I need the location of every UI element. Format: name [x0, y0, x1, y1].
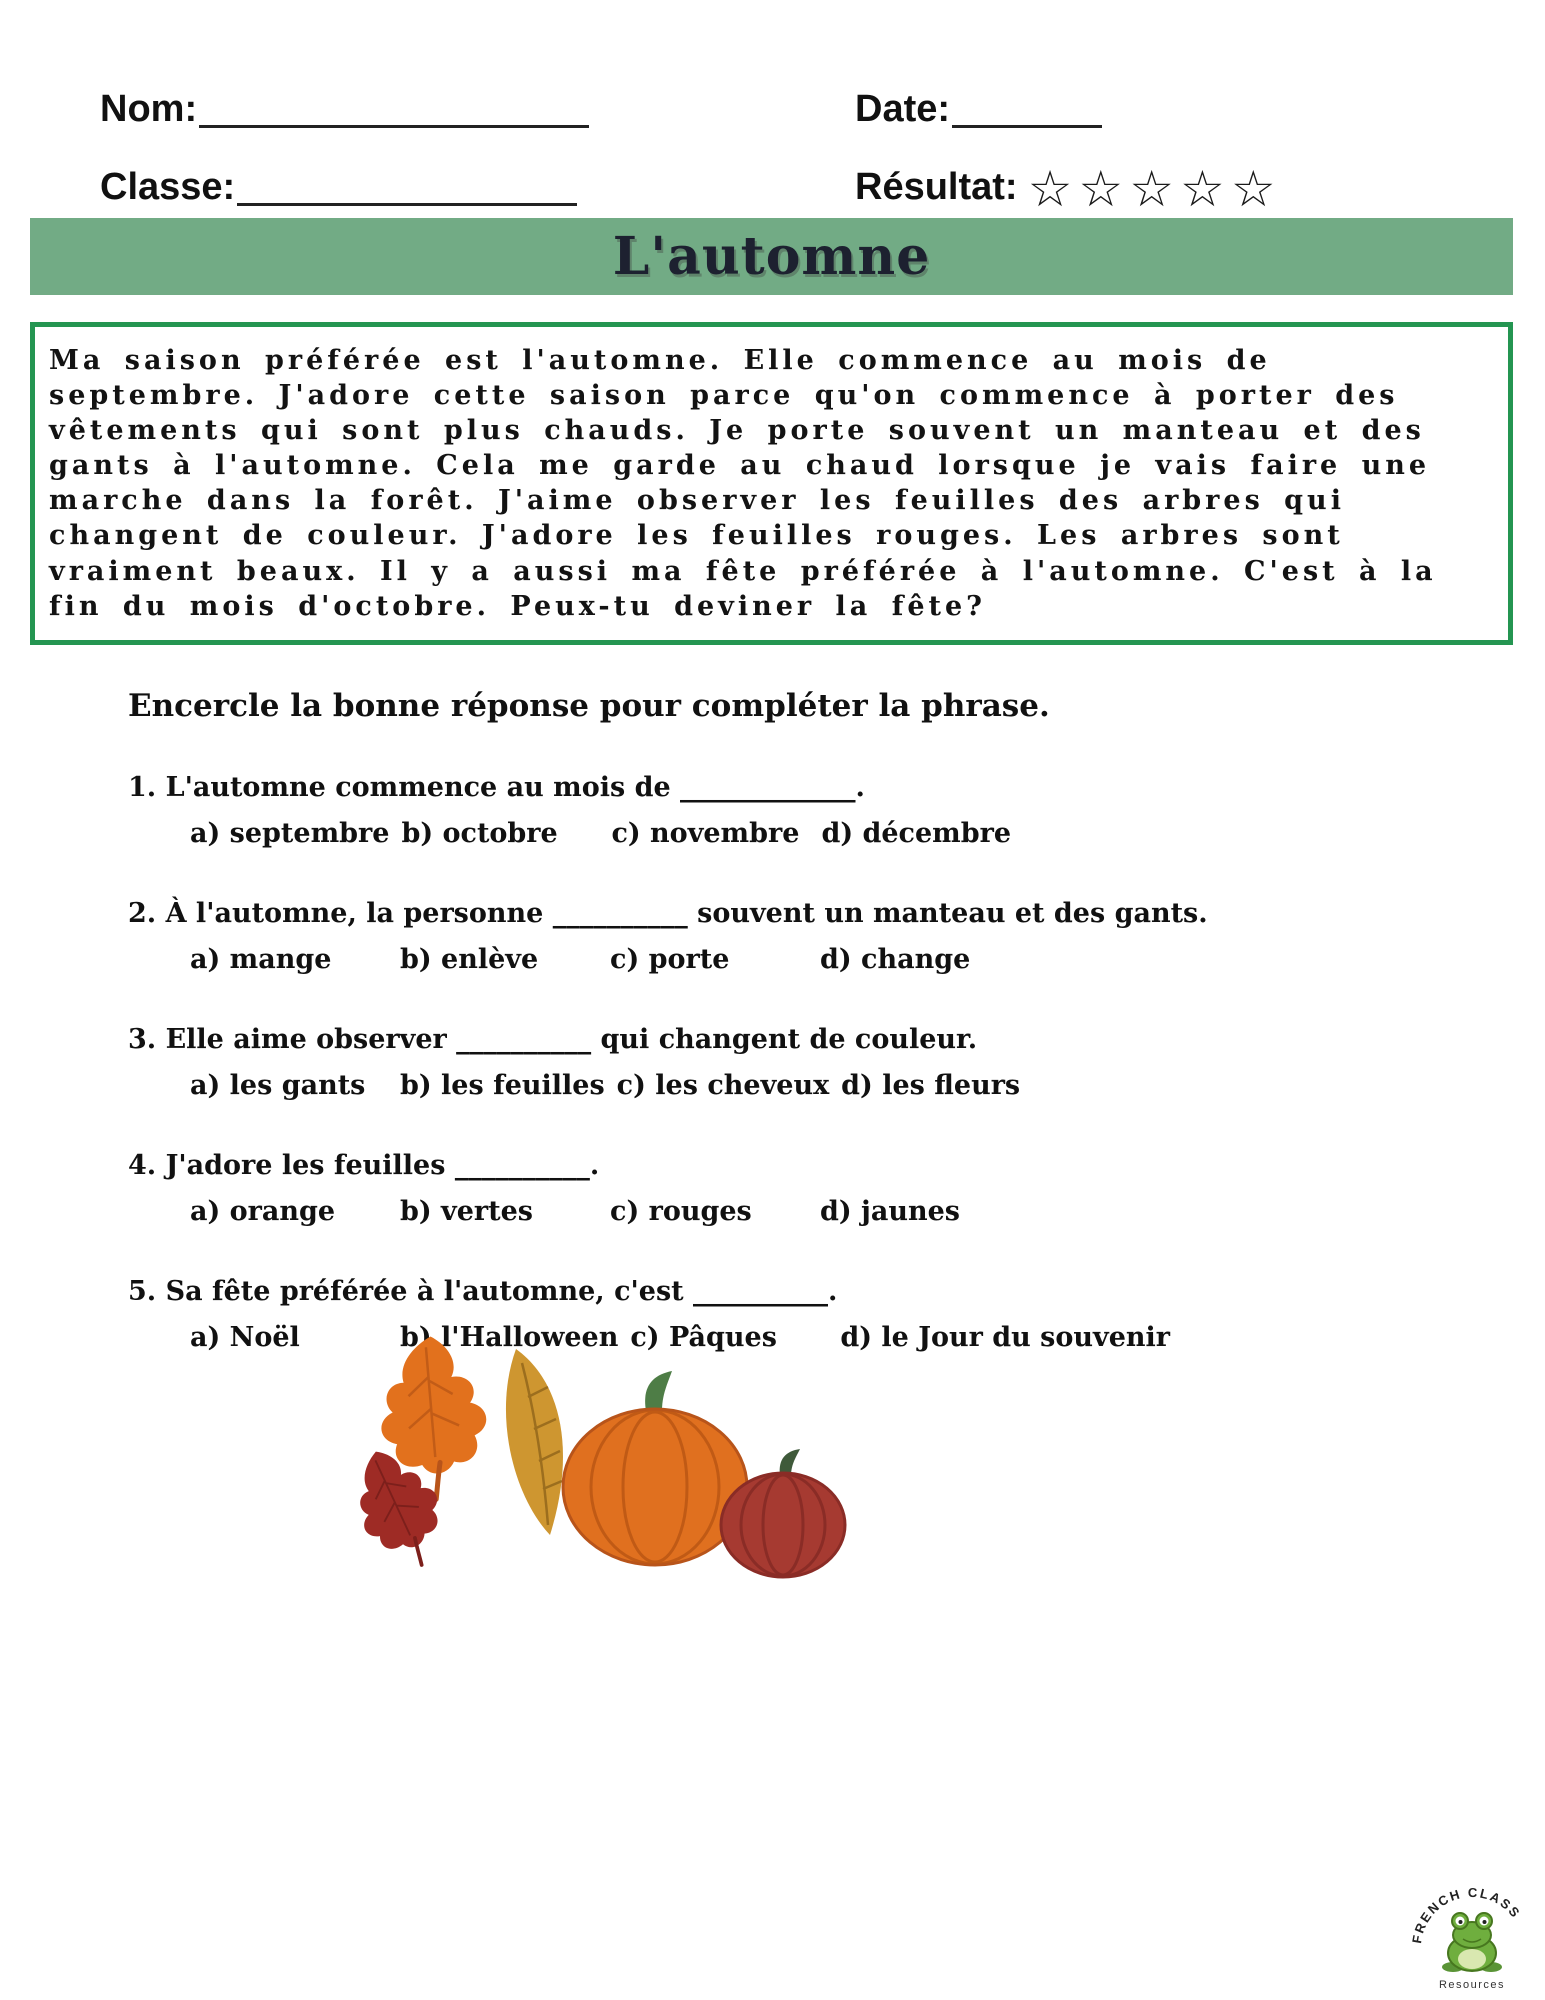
option-a: a) orange: [190, 1196, 336, 1227]
option-d: d) le Jour du souvenir: [840, 1322, 1170, 1353]
class-field-line: [237, 161, 577, 206]
leaf-gold-icon: [506, 1349, 563, 1535]
question-text: 5. Sa fête préférée à l'automne, c'est __________.: [128, 1276, 838, 1307]
option-b: b) les feuilles: [400, 1070, 605, 1101]
option-b: b) vertes: [400, 1196, 533, 1227]
autumn-illustration: [340, 1335, 860, 1585]
option-a: a) Noël: [190, 1322, 300, 1353]
option-d: d) les fleurs: [841, 1070, 1021, 1101]
title-banner: [30, 218, 1513, 295]
question-text: 3. Elle aime observer __________ qui changent de couleur.: [128, 1024, 978, 1055]
class-field-label: Classe:: [100, 166, 236, 208]
question-block-1: [128, 772, 1505, 849]
option-c: c) novembre: [611, 818, 800, 849]
name-field-label: Nom:: [100, 88, 198, 130]
question-block-2: [128, 898, 1505, 975]
frog-icon: [1442, 1913, 1502, 1972]
brand-logo: [1406, 1860, 1538, 1994]
pumpkin-large-icon: [563, 1371, 747, 1565]
option-d: d) décembre: [821, 818, 1012, 849]
option-d: d) change: [820, 944, 971, 975]
question-text: 4. J'adore les feuilles __________.: [128, 1150, 600, 1181]
logo-arc-text: FRENCH CLASS: [1409, 1884, 1524, 1945]
question-text: 1. L'automne commence au mois de _____________.: [128, 772, 865, 803]
question-block-3: [128, 1024, 1505, 1101]
reading-passage-box: [30, 322, 1513, 645]
instructions-heading: Encercle la bonne réponse pour compléter la phrase.: [128, 688, 1050, 724]
options-row: [128, 944, 1505, 975]
header-right: [855, 78, 1282, 234]
options-row: [128, 1196, 1505, 1227]
logo-subtext: Resources: [1438, 1979, 1506, 1991]
option-c: c) rouges: [610, 1196, 752, 1227]
option-a: a) mange: [190, 944, 332, 975]
option-a: a) les gants: [190, 1070, 366, 1101]
reading-passage: Ma saison préférée est l'automne. Elle commence au mois de septembre. J'adore cette saison parce qu'on commence à porter des vêtements qui sont plus chauds. Je porte souvent un manteau et des gants à l'automne. Cela me garde au chaud lorsque je vais faire une marche dans la forêt. J'aime observer les feuilles des arbres qui changent de couleur. J'adore les feuilles rouges. Les arbres sont vraiment beaux. Il y a aussi ma fête préférée à l'automne. C'est à la fin du mois d'octobre. Peux-tu deviner la fête?: [49, 345, 1437, 622]
option-a: a) septembre: [190, 818, 390, 849]
questions-section: [128, 688, 1505, 1402]
option-b: b) enlève: [400, 944, 539, 975]
class-field: [100, 156, 589, 206]
name-field-line: [199, 83, 589, 128]
worksheet-title: L'automne: [612, 226, 931, 287]
option-b: b) l'Halloween: [400, 1322, 619, 1353]
option-c: c) les cheveux: [616, 1070, 830, 1101]
option-c: c) porte: [610, 944, 730, 975]
options-row: [128, 1070, 1505, 1101]
header-left: [100, 78, 589, 234]
date-field-line: [952, 83, 1102, 128]
date-field-label: Date:: [855, 88, 951, 130]
result-label: Résultat:: [855, 166, 1018, 208]
option-b: b) octobre: [401, 818, 558, 849]
date-field: [855, 78, 1282, 128]
question-text: 2. À l'automne, la personne __________ souvent un manteau et des gants.: [128, 898, 1208, 929]
option-d: d) jaunes: [820, 1196, 960, 1227]
name-field: [100, 78, 589, 128]
star-rating-icons: ☆☆☆☆☆: [1027, 160, 1282, 218]
result-field: [855, 156, 1282, 218]
option-c: c) Pâques: [630, 1322, 777, 1353]
options-row: [128, 818, 1505, 849]
question-block-4: [128, 1150, 1505, 1227]
